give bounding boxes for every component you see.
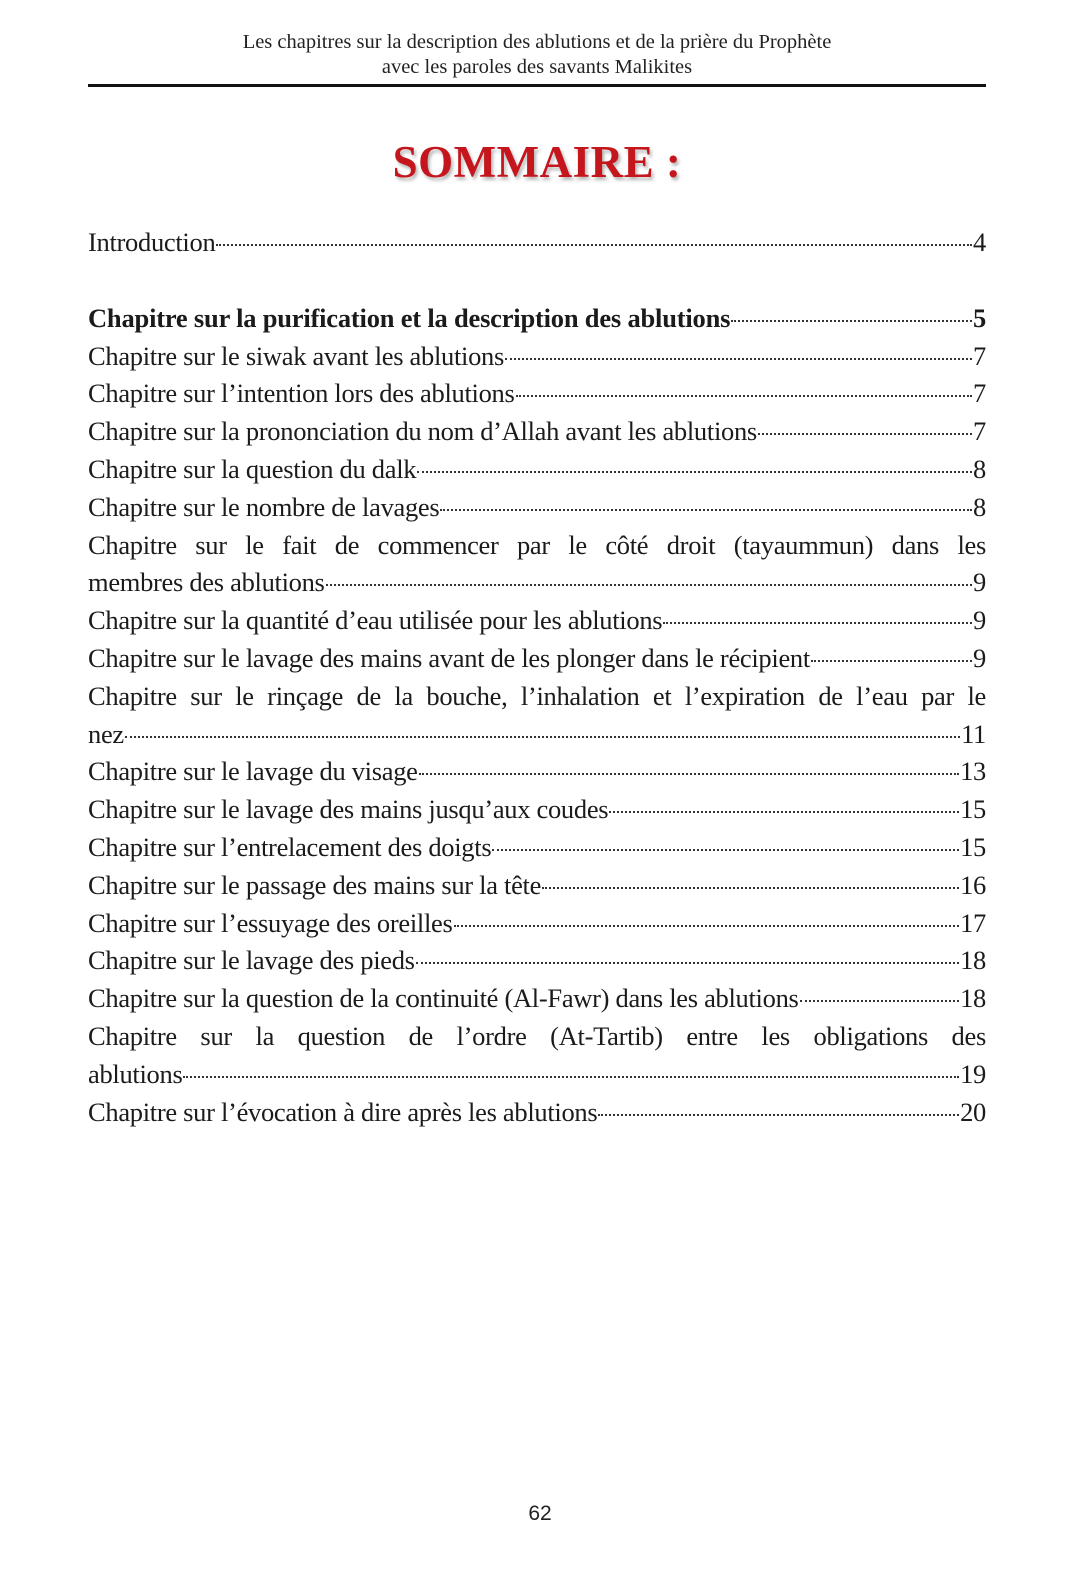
toc-entry[interactable] — [88, 375, 986, 413]
dot-leader — [183, 1076, 959, 1078]
toc-entry-text: Chapitre sur le siwak avant les ablutions — [88, 340, 505, 371]
toc-entry-text: Chapitre sur la quantité d’eau utilisée pour les ablutions — [88, 605, 663, 636]
dot-leader — [326, 584, 972, 586]
dot-leader — [811, 660, 972, 662]
toc-entry-page: 9 — [973, 605, 986, 636]
dot-leader — [416, 962, 959, 964]
toc-entry-text: Introduction — [88, 227, 216, 257]
toc-entry-text: Chapitre sur la question de la continuité (Al-Fawr) dans les ablutions — [88, 983, 799, 1014]
dot-leader — [454, 925, 960, 927]
toc-entry[interactable] — [88, 413, 986, 451]
dot-leader — [731, 320, 972, 322]
dot-leader — [419, 773, 959, 775]
toc-entry-text: Chapitre sur la purification et la description des ablutions — [88, 302, 731, 333]
toc-entry-page: 18 — [960, 983, 986, 1014]
toc-entry-text: Chapitre sur l’essuyage des oreilles — [88, 907, 453, 938]
dot-leader — [516, 395, 973, 397]
toc-entry[interactable] — [88, 791, 986, 829]
dot-leader — [505, 358, 972, 360]
toc-entry-page: 16 — [960, 869, 986, 900]
dot-leader — [598, 1114, 959, 1116]
toc-entry-text: Chapitre sur la prononciation du nom d’Allah avant les ablutions — [88, 416, 757, 447]
toc-entry-page: 15 — [960, 831, 986, 862]
toc-entry-page: 18 — [960, 945, 986, 976]
toc-entry-page: 19 — [960, 1058, 986, 1089]
toc-entry-page: 8 — [973, 491, 986, 522]
toc-entry-page: 20 — [960, 1096, 986, 1127]
toc-entry-text: Chapitre sur l’évocation à dire après les ablutions — [88, 1096, 598, 1127]
toc-entry-page: 11 — [961, 718, 986, 749]
toc-entry-text: Chapitre sur l’entrelacement des doigts — [88, 831, 492, 862]
dot-leader — [216, 244, 972, 246]
toc-entry-page: 9 — [973, 642, 986, 673]
toc-entry-text: Chapitre sur le lavage des pieds — [88, 945, 415, 976]
toc-entry[interactable] — [88, 980, 986, 1018]
toc-entry-text: Chapitre sur l’intention lors des ablutions — [88, 378, 515, 409]
toc-entry[interactable] — [88, 451, 986, 489]
toc-entry-text: Chapitre sur le lavage des mains jusqu’aux coudes — [88, 794, 609, 825]
toc-entry[interactable] — [88, 1018, 986, 1094]
toc-entry[interactable] — [88, 489, 986, 527]
dot-leader — [800, 1000, 960, 1002]
page-title: SOMMAIRE : — [392, 137, 682, 187]
toc-entry-page: 7 — [973, 340, 986, 371]
toc-entry-text-line-1: Chapitre sur le rinçage de la bouche, l’inhalation et l’expiration de l’eau par le — [88, 680, 986, 711]
toc-entry-text: Chapitre sur la question du dalk — [88, 453, 417, 484]
dot-leader — [663, 622, 972, 624]
toc-entry-page: 5 — [972, 302, 986, 333]
header-line-2: avec les paroles des savants Malikites — [381, 56, 693, 78]
toc-entry-page: 13 — [960, 756, 986, 787]
toc-entry[interactable] — [88, 338, 986, 376]
toc-entry[interactable] — [88, 753, 986, 791]
dot-leader — [125, 736, 960, 738]
toc-entry[interactable] — [88, 678, 986, 754]
toc-entry-page: 15 — [960, 794, 986, 825]
toc-entry[interactable] — [88, 867, 986, 905]
toc-entry-introduction[interactable] — [88, 224, 986, 262]
toc-entry[interactable] — [88, 602, 986, 640]
running-header — [88, 30, 986, 80]
toc-entry-page: 17 — [960, 907, 986, 938]
toc-entry[interactable] — [88, 527, 986, 603]
toc-entry-page: 7 — [973, 416, 986, 447]
header-rule — [88, 84, 986, 87]
dot-leader — [417, 471, 972, 473]
toc-entry-page: 8 — [973, 453, 986, 484]
toc-entry-page: 4 — [973, 227, 986, 257]
toc-entry-page: 7 — [973, 378, 986, 409]
toc-entry-page: 9 — [973, 567, 986, 598]
toc-entry-text: Chapitre sur le nombre de lavages — [88, 491, 440, 522]
dot-leader — [542, 887, 959, 889]
toc-entry[interactable] — [88, 640, 986, 678]
dot-leader — [758, 433, 972, 435]
toc-entry-text: Chapitre sur le passage des mains sur la tête — [88, 869, 542, 900]
toc-entry-text: Chapitre sur le lavage des mains avant de les plonger dans le récipient — [88, 642, 810, 673]
toc-entry-text-line-1: Chapitre sur le fait de commencer par le côté droit (tayaummun) dans les — [88, 529, 986, 560]
dot-leader — [440, 509, 972, 511]
toc-entry-text: membres des ablutions — [88, 567, 325, 598]
toc-entry[interactable] — [88, 829, 986, 867]
toc-entry[interactable] — [88, 1094, 986, 1132]
toc-entry[interactable] — [88, 942, 986, 980]
toc-entry-text: Chapitre sur le lavage du visage — [88, 756, 418, 787]
page-number: 62 — [528, 1502, 552, 1525]
toc-entry[interactable] — [88, 905, 986, 943]
dot-leader — [609, 811, 959, 813]
toc-entry-text: nez — [88, 718, 124, 749]
table-of-contents — [88, 224, 986, 1131]
dot-leader — [492, 849, 959, 851]
toc-entry-text: ablutions — [88, 1058, 183, 1089]
toc-entry-main-chapter[interactable] — [88, 300, 986, 338]
header-line-1: Les chapitres sur la description des ablutions et de la prière du Prophète — [242, 31, 832, 53]
toc-entry-text-line-1: Chapitre sur la question de l’ordre (At-Tartib) entre les obligations des — [88, 1020, 986, 1051]
